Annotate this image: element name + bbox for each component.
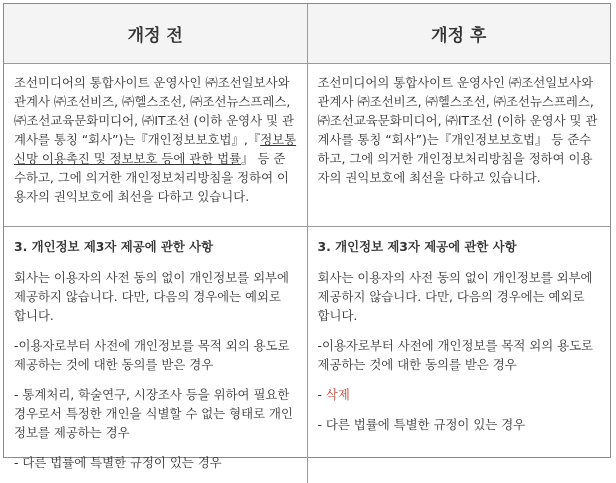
after-section-title: 3. 개인정보 제3자 제공에 관한 사항	[318, 237, 601, 256]
after-item-consent: -이용자로부터 사전에 개인정보를 목적 외의 용도로 제공하는 것에 대한 동의를 받은 경우	[318, 336, 601, 374]
after-item-law: - 다른 법률에 특별한 규정이 있는 경우	[318, 415, 601, 434]
after-section-intro: 회사는 이용자의 사전 동의 없이 개인정보를 외부에 제공하지 않습니다. 다만, 다음의 경우에는 예외로 합니다.	[318, 268, 601, 325]
after-item-deleted	[318, 385, 601, 404]
before-intro-cell	[4, 64, 307, 227]
before-intro-law-name: 정보통신망 이용촉진 및 정보보호 등에 관한 법률	[14, 132, 296, 166]
before-intro-part1: 조선미디어의 통합사이트 운영사인 ㈜조선일보사와 관계사 ㈜조선비즈, ㈜헬스조선, ㈜조선뉴스프레스, ㈜조선교육문화미디어, ㈜IT조선 (이하 운영사 및 관계사를 통칭 “회사”)는『개인정보보호법』,『	[14, 75, 294, 147]
intro-row	[4, 64, 610, 227]
before-intro-text	[14, 73, 297, 206]
third-party-row	[4, 227, 610, 483]
revision-comparison-table	[3, 3, 611, 458]
before-section-title: 3. 개인정보 제3자 제공에 관한 사항	[14, 237, 297, 256]
before-intro-part2: 』 등 준수하고, 그에 의거한 개인정보처리방침을 정하여 이용자의 권익보호에 최선을 다하고 있습니다.	[14, 151, 289, 204]
before-header: 개정 전	[4, 4, 307, 64]
header-row	[4, 4, 610, 64]
before-section-intro: 회사는 이용자의 사전 동의 없이 개인정보를 외부에 제공하지 않습니다. 다만, 다음의 경우에는 예외로 합니다.	[14, 268, 297, 325]
after-intro-cell	[307, 64, 610, 227]
before-item-law: - 다른 법률에 특별한 규정이 있는 경우	[14, 453, 297, 472]
before-item-consent: -이용자로부터 사전에 개인정보를 목적 외의 용도로 제공하는 것에 대한 동의를 받은 경우	[14, 336, 297, 374]
after-intro-text: 조선미디어의 통합사이트 운영사인 ㈜조선일보사와 관계사 ㈜조선비즈, ㈜헬스조선, ㈜조선뉴스프레스, ㈜조선교육문화미디어, ㈜IT조선 (이하 운영사 및 관계사를 통칭 “회사”)는『개인정보보호법』 등 준수하고, 그에 의거한 개인정보처리방침을 정하여 이용자의 권익보호에 최선을 다하고 있습니다.	[318, 73, 601, 187]
after-header: 개정 후	[307, 4, 610, 64]
deleted-marker: 삭제	[326, 387, 350, 402]
before-item-statistics: - 통계처리, 학술연구, 시장조사 등을 위하여 필요한 경우로서 특정한 개인을 식별할 수 없는 형태로 개인정보를 제공하는 경우	[14, 385, 297, 442]
after-item-deleted-prefix: -	[318, 387, 326, 402]
before-section-cell	[4, 227, 307, 483]
after-section-cell	[307, 227, 610, 483]
